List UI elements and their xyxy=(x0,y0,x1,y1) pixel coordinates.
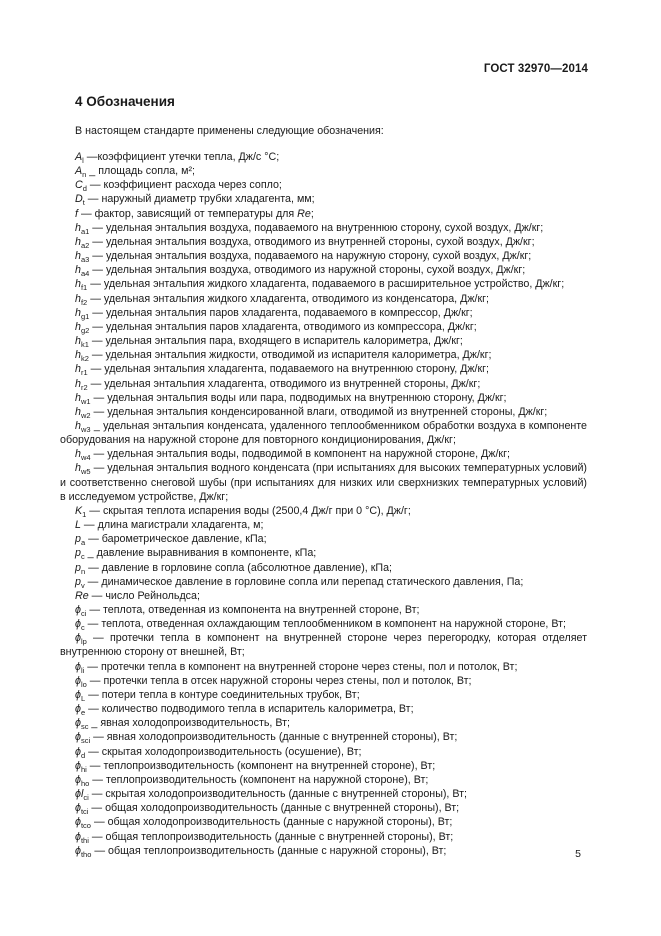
definition-symbol xyxy=(75,802,89,817)
definition-symbol xyxy=(75,632,87,647)
definition-separator: — xyxy=(90,391,108,404)
definition-item xyxy=(60,221,587,235)
definition-item xyxy=(60,603,587,617)
symbol-subscript: ci xyxy=(83,793,89,803)
definition-item xyxy=(60,391,587,405)
symbol-subscript: w2 xyxy=(80,410,91,420)
definition-item xyxy=(60,292,587,306)
symbol-base: A xyxy=(75,151,83,163)
symbol-subscript: c xyxy=(80,552,85,562)
symbol-subscript: a2 xyxy=(80,241,90,251)
definition-text: теплота, отведенная из компонента на внутренней стороне, Вт; xyxy=(103,604,420,616)
symbol-base: K xyxy=(75,504,83,517)
symbol-base: h xyxy=(75,377,81,390)
definition-separator: — xyxy=(91,844,109,857)
symbol-subscript: v xyxy=(80,580,85,590)
definition-item xyxy=(60,830,587,844)
definition-item xyxy=(60,320,587,334)
definition-separator: — xyxy=(87,292,104,305)
definition-item xyxy=(60,192,587,206)
definition-item xyxy=(60,263,587,277)
definition-item xyxy=(60,745,587,759)
definition-separator: — xyxy=(87,363,105,376)
symbol-subscript: r2 xyxy=(80,382,88,392)
symbol-subscript: lp xyxy=(80,637,87,647)
definition-separator: — xyxy=(86,504,103,517)
definition-item xyxy=(60,561,587,575)
symbol-base: C xyxy=(75,179,83,192)
definition-separator: — xyxy=(90,816,108,829)
page-number: 5 xyxy=(575,848,581,860)
definition-item xyxy=(60,164,587,178)
definition-item xyxy=(60,575,587,589)
definition-text: скрытая холодопроизводительность (данные с внутренней стороны), Вт; xyxy=(105,788,468,801)
definition-separator: — xyxy=(90,731,107,744)
definition-separator: — xyxy=(83,151,98,163)
symbol-subscript: d xyxy=(80,750,86,760)
definition-symbol xyxy=(75,165,87,180)
definition-separator: — xyxy=(86,604,104,616)
definition-item xyxy=(60,405,587,419)
symbol-base: ϕ xyxy=(75,703,81,716)
symbol-base: ϕ xyxy=(75,618,81,631)
definition-text: давление выравнивания в компоненте, кПа; xyxy=(96,547,317,560)
definition-text: удельная энтальпия жидкого хладагента, отводимого из конденсатора, Дж/кг; xyxy=(103,292,490,305)
symbol-base: L xyxy=(75,519,81,532)
symbol-subscript: hi xyxy=(80,764,87,774)
definitions-list xyxy=(60,150,587,858)
definition-separator: — xyxy=(89,250,106,263)
symbol-subscript: c xyxy=(80,623,85,633)
definition-symbol xyxy=(75,576,85,588)
definition-symbol xyxy=(75,618,85,633)
symbol-base: h xyxy=(75,405,81,418)
symbol-subscript: f1 xyxy=(80,283,88,293)
definition-separator: — xyxy=(84,193,102,206)
definition-symbol xyxy=(75,462,91,477)
definition-item xyxy=(60,589,587,603)
symbol-subscript: w5 xyxy=(80,467,91,477)
definition-text: удельная энтальпия воздуха, отводимого из внутренней стороны, сухой воздух, Дж/кг; xyxy=(105,235,535,248)
definition-separator: — xyxy=(88,335,106,348)
definition-item xyxy=(60,334,587,348)
symbol-base: ϕ xyxy=(75,844,81,857)
definition-symbol xyxy=(75,235,90,251)
definition-item xyxy=(60,150,587,164)
symbol-base: h xyxy=(75,462,81,475)
symbol-base: ϕ xyxy=(75,802,81,815)
symbol-base: ϕ xyxy=(75,660,81,673)
definition-symbol xyxy=(75,746,85,758)
symbol-base: ϕ xyxy=(75,745,81,758)
definition-symbol xyxy=(75,349,89,364)
definition-separator: — xyxy=(88,830,106,843)
symbol-base: p xyxy=(75,533,81,546)
definition-symbol xyxy=(75,590,89,602)
definition-text: число Рейнольдса; xyxy=(105,589,200,602)
definition-symbol xyxy=(75,661,84,673)
symbol-base: p xyxy=(75,575,81,588)
definition-separator: — xyxy=(77,207,95,220)
definition-separator: _ xyxy=(88,717,101,730)
definition-symbol xyxy=(75,151,84,166)
symbol-base: ϕ xyxy=(75,717,81,730)
definition-symbol xyxy=(75,845,91,857)
symbol-base: f xyxy=(75,207,78,220)
definition-separator: — xyxy=(89,235,106,248)
definition-item xyxy=(60,504,587,518)
definition-text: удельная энтальпия водного конденсата (при испытаниях для высоких температурных условий) и соответственно снеговой шубы (при испытаниях для низких или сверхнизких температурных условий) в исследуемом устройстве, Дж/кг; xyxy=(60,462,587,503)
definition-text: протечки тепла в компонент на внутренней стороне через стены, пол и потолок, Вт; xyxy=(100,660,518,673)
definition-symbol xyxy=(75,533,86,548)
definition-item xyxy=(60,348,587,362)
definition-text: явная холодопроизводительность, Вт; xyxy=(100,717,291,730)
definition-text: барометрическое давление, кПа; xyxy=(101,533,267,546)
definition-separator: _ xyxy=(90,419,104,432)
definition-symbol xyxy=(75,688,86,704)
definition-separator: — xyxy=(87,377,105,390)
symbol-subscript: sci xyxy=(80,736,91,746)
symbol-base: D xyxy=(75,193,83,206)
symbol-subscript: w3 xyxy=(80,425,91,435)
symbol-base: ϕ xyxy=(75,674,81,687)
definition-item xyxy=(60,207,587,221)
symbol-base: ϕ xyxy=(75,731,81,744)
symbol-subscript: thi xyxy=(80,835,89,845)
definition-text: удельная энтальпия воды или пара, подводимых на внутреннюю сторону, Дж/кг; xyxy=(107,391,507,404)
symbol-subscript: lo xyxy=(80,679,87,689)
definition-symbol xyxy=(75,335,89,350)
definition-text: теплота, отведенная охлаждающим теплообменником в компонент на наружной стороне, Вт; xyxy=(101,618,566,631)
symbol-subscript: w1 xyxy=(80,396,91,406)
definition-text: коэффициент расхода через сопло; xyxy=(103,179,282,192)
definition-text: общая теплопроизводительность (данные с наружной стороны), Вт; xyxy=(108,844,447,857)
symbol-base: ϕ xyxy=(75,632,81,645)
definition-item xyxy=(60,773,587,787)
definition-text: удельная энтальпия хладагента, подаваемого на внутреннюю сторону, Дж/кг; xyxy=(104,363,490,376)
definition-separator: — xyxy=(85,688,102,701)
symbol-base: h xyxy=(75,391,81,404)
symbol-subscript: e xyxy=(80,708,86,718)
symbol-base: h xyxy=(75,264,81,277)
definition-text: теплопроизводительность (компонент на наружной стороне), Вт; xyxy=(105,773,429,786)
definition-symbol xyxy=(75,307,89,319)
definition-item xyxy=(60,674,587,688)
definition-separator: — xyxy=(90,405,108,418)
definition-item xyxy=(60,688,587,702)
definition-text: коэффициент утечки тепла, Дж/с °С; xyxy=(97,151,280,163)
definition-item xyxy=(60,249,587,263)
definition-separator: — xyxy=(88,802,106,815)
document-id: ГОСТ 32970—2014 xyxy=(483,63,588,75)
definition-symbol xyxy=(75,675,87,687)
definition-symbol xyxy=(75,193,85,208)
symbol-subscript: a1 xyxy=(80,226,90,236)
definition-item xyxy=(60,730,587,744)
symbol-subscript: t xyxy=(82,198,85,208)
symbol-base: ϕ xyxy=(75,688,81,701)
definition-item xyxy=(60,447,587,461)
symbol-subscript: sc xyxy=(80,722,89,732)
symbol-base: Re xyxy=(75,589,89,602)
symbol-base: h xyxy=(75,363,81,376)
definition-text: удельная энтальпия воздуха, отводимого из наружной стороны, сухой воздух, Дж/кг; xyxy=(105,264,526,277)
definition-symbol xyxy=(75,278,88,293)
symbol-subscript: r1 xyxy=(80,368,88,378)
symbol-base: ϕ xyxy=(75,816,81,829)
definition-text: фактор, зависящий от температуры для Re; xyxy=(94,207,314,220)
definition-text: удельная энтальпия пара, входящего в испаритель калориметра, Дж/кг; xyxy=(105,335,463,348)
definition-separator: _ xyxy=(86,165,99,178)
definition-item xyxy=(60,362,587,376)
symbol-base: h xyxy=(75,221,81,234)
definition-item xyxy=(60,660,587,674)
definition-text: общая холодопроизводительность (данные с наружной стороны), Вт; xyxy=(107,816,453,829)
definition-separator: — xyxy=(89,221,106,234)
definition-item xyxy=(60,178,587,192)
symbol-subscript: li xyxy=(80,665,85,675)
definition-symbol xyxy=(75,406,91,418)
definition-text: длина магистрали хладагента, м; xyxy=(97,519,264,532)
definition-symbol xyxy=(75,250,90,265)
definition-item xyxy=(60,377,587,391)
symbol-subscript: a xyxy=(80,538,86,548)
definition-separator: — xyxy=(89,320,106,333)
symbol-base: p xyxy=(75,547,81,560)
definition-separator: — xyxy=(87,278,104,291)
definition-text: динамическое давление в горловине сопла или перепад статического давления, Па; xyxy=(101,575,524,588)
definition-symbol xyxy=(75,222,89,234)
definition-text: скрытая теплота испарения воды (2500,4 Дж/г при 0 °С), Дж/г; xyxy=(102,504,411,517)
definition-item xyxy=(60,277,587,291)
symbol-base: h xyxy=(75,448,81,461)
definition-text: удельная энтальпия паров хладагента, отводимого из компрессора, Дж/кг; xyxy=(105,320,477,333)
symbol-base: ϕl xyxy=(75,788,84,801)
definition-separator: _ xyxy=(84,547,97,560)
definition-text: удельная энтальпия жидкости, отводимой из испарителя калориметра, Дж/кг; xyxy=(105,349,492,362)
definition-text: общая теплопроизводительность (данные с внутренней стороны), Вт; xyxy=(105,830,454,843)
symbol-base: h xyxy=(75,335,81,348)
definition-item xyxy=(60,306,587,320)
definition-symbol xyxy=(75,703,86,718)
section-title: 4 Обозначения xyxy=(75,94,175,109)
symbol-subscript: l xyxy=(82,156,84,166)
symbol-subscript: g2 xyxy=(80,326,90,336)
definition-item xyxy=(60,461,587,503)
definition-separator: — xyxy=(84,575,102,588)
definition-item xyxy=(60,844,587,858)
definition-symbol xyxy=(75,419,91,435)
definition-symbol xyxy=(75,604,87,619)
definition-separator: — xyxy=(85,703,102,716)
symbol-subscript: tho xyxy=(80,849,92,859)
symbol-base: h xyxy=(75,278,81,291)
symbol-subscript: d xyxy=(82,184,87,194)
definition-symbol xyxy=(75,547,85,562)
definition-separator: — xyxy=(88,349,106,362)
definition-separator: — xyxy=(86,674,104,687)
definition-item xyxy=(60,235,587,249)
symbol-base: ϕ xyxy=(75,830,81,843)
definition-symbol xyxy=(75,378,88,390)
definition-text: количество подводимого тепла в испаритель калориметра, Вт; xyxy=(101,703,414,716)
definition-separator: — xyxy=(89,773,106,786)
definition-separator: — xyxy=(88,589,106,602)
definition-separator: — xyxy=(88,788,106,801)
definition-symbol xyxy=(75,816,91,831)
definition-item xyxy=(60,702,587,716)
symbol-subscript: a3 xyxy=(80,255,90,265)
symbol-subscript: ho xyxy=(80,779,90,789)
definition-symbol xyxy=(75,788,89,803)
symbol-subscript: w4 xyxy=(80,453,91,463)
definition-item xyxy=(60,787,587,801)
section-intro: В настоящем стандарте применены следующие обозначения: xyxy=(75,125,384,137)
symbol-base: h xyxy=(75,250,81,263)
definition-text: удельная энтальпия жидкого хладагента, подаваемого в расширительное устройство, Дж/кг; xyxy=(103,278,565,291)
definition-text: удельная энтальпия воздуха, подаваемого на наружную сторону, сухой воздух, Дж/кг; xyxy=(105,250,532,263)
definition-text: протечки тепла в отсек наружной стороны через стены, пол и потолок, Вт; xyxy=(103,674,472,687)
definition-symbol xyxy=(75,562,85,574)
definition-text: скрытая холодопроизводительность (осушение), Вт; xyxy=(101,745,362,758)
definition-text: общая холодопроизводительность (данные с внутренней стороны), Вт; xyxy=(105,802,460,815)
definition-item xyxy=(60,815,587,829)
symbol-subscript: tco xyxy=(80,821,91,831)
definition-item xyxy=(60,546,587,560)
definition-separator: — xyxy=(84,660,101,673)
definition-symbol xyxy=(75,504,87,520)
definition-symbol xyxy=(75,831,89,843)
definition-separator: — xyxy=(89,264,106,277)
definition-separator: — xyxy=(90,462,108,475)
symbol-subscript: k1 xyxy=(80,340,89,350)
definition-text: потери тепла в контуре соединительных трубок, Вт; xyxy=(101,688,360,701)
definition-item xyxy=(60,617,587,631)
definition-text: протечки тепла в компонент на внутренней стороне через перегородку, которая отделяет внутреннюю сторону от внешней, Вт; xyxy=(60,632,587,659)
definition-symbol xyxy=(75,320,90,336)
symbol-base: h xyxy=(75,320,81,333)
symbol-base: h xyxy=(75,419,81,432)
symbol-subscript: n xyxy=(82,170,87,180)
symbol-subscript: tci xyxy=(80,807,89,817)
definition-symbol xyxy=(75,179,87,194)
symbol-base: p xyxy=(75,561,81,574)
definition-text: удельная энтальпия воды, подводимой в компонент на наружной стороне, Дж/кг; xyxy=(107,448,510,461)
symbol-subscript: L xyxy=(80,694,86,704)
definition-text: давление в горловине сопла (абсолютное давление), кПа; xyxy=(101,561,393,574)
definition-item xyxy=(60,532,587,546)
symbol-base: h xyxy=(75,292,81,305)
symbol-base: ϕ xyxy=(75,759,81,772)
definition-text: удельная энтальпия хладагента, отводимого из внутренней стороны, Дж/кг; xyxy=(104,377,481,390)
definition-separator: — xyxy=(85,561,102,574)
symbol-subscript: n xyxy=(80,566,86,576)
symbol-base: ϕ xyxy=(75,604,81,616)
symbol-base: h xyxy=(75,306,81,319)
definition-symbol xyxy=(75,731,91,746)
definition-item xyxy=(60,716,587,730)
definition-separator: — xyxy=(85,745,102,758)
symbol-base: ϕ xyxy=(75,773,81,786)
definition-symbol xyxy=(75,293,87,305)
definition-symbol xyxy=(75,363,88,378)
definition-item xyxy=(60,419,587,447)
definition-symbol xyxy=(75,760,87,772)
definition-text: удельная энтальпия паров хладагента, подаваемого в компрессор, Дж/кг; xyxy=(105,306,473,319)
symbol-subscript: ci xyxy=(80,609,87,619)
definition-separator: — xyxy=(85,533,102,546)
definition-symbol xyxy=(75,264,90,279)
definition-separator: — xyxy=(84,618,102,631)
definition-symbol xyxy=(75,448,91,463)
definition-separator: — xyxy=(80,519,98,532)
definition-text: площадь сопла, м²; xyxy=(98,165,195,178)
definition-item xyxy=(60,631,587,659)
definition-text: наружный диаметр трубки хладагента, мм; xyxy=(101,193,315,206)
definition-text: удельная энтальпия конденсированной влаги, отводимой из внутренней стороны, Дж/кг; xyxy=(107,405,548,418)
definition-text: теплопроизводительность (компонент на внутренней стороне), Вт; xyxy=(103,759,436,772)
definition-text: явная холодопроизводительность (данные с внутренней стороны), Вт; xyxy=(106,731,458,744)
symbol-subscript: 1 xyxy=(82,510,87,520)
definition-separator: — xyxy=(86,632,110,645)
symbol-subscript: a4 xyxy=(80,269,90,279)
symbol-subscript: k2 xyxy=(80,354,89,364)
definition-item xyxy=(60,801,587,815)
definition-item xyxy=(60,759,587,773)
definition-symbol xyxy=(75,392,91,404)
definition-symbol xyxy=(75,773,90,789)
symbol-base: h xyxy=(75,349,81,362)
definition-symbol xyxy=(75,717,89,732)
definition-text: удельная энтальпия воздуха, подаваемого на внутреннюю сторону, сухой воздух, Дж/кг; xyxy=(105,221,544,234)
symbol-subscript: f2 xyxy=(80,297,88,307)
definition-separator: — xyxy=(86,179,104,192)
definition-separator: — xyxy=(86,759,104,772)
definition-separator: — xyxy=(89,306,106,319)
symbol-base: h xyxy=(75,235,81,248)
definition-separator: — xyxy=(90,448,108,461)
definition-item xyxy=(60,518,587,532)
symbol-subscript: g1 xyxy=(80,311,90,321)
symbol-base: A xyxy=(75,165,83,178)
definition-text: удельная энтальпия конденсата, удаленного теплообменником обработки воздуха в компоненте оборудования на наружной стороне для повторного кондиционирования, Дж/кг; xyxy=(60,419,588,447)
